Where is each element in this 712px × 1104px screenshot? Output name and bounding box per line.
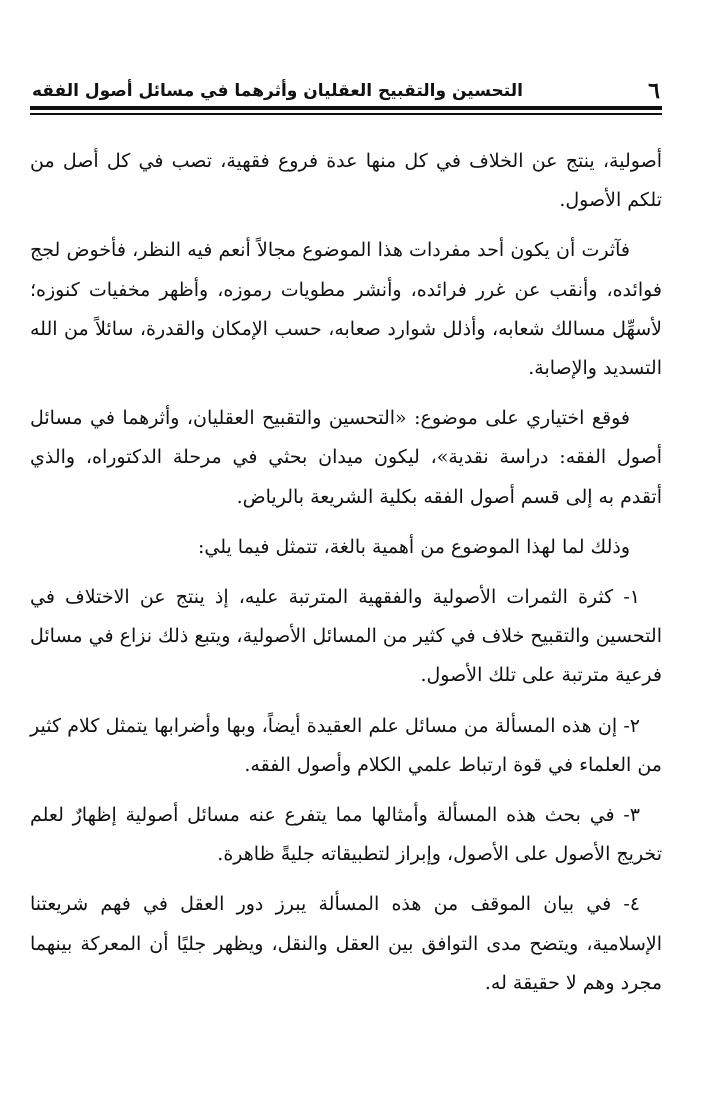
paragraph: وذلك لما لهذا الموضوع من أهمية بالغة، تتمثل فيما يلي: [197,535,630,558]
running-title: التحسين والتقبيح العقليان وأثرهما في مسائل أصول الفقه [32,81,523,101]
list-item: ١- كثرة الثمرات الأصولية والفقهية المترتبة عليه، إذ ينتج عن الاختلاف في التحسين والتقبيح خلاف في كثير من المسائل الأصولية، ويتبع ذلك نزاع في مسائل فرعية مترتبة على تلك الأصول. [30,586,662,687]
page-number: ٦ [648,78,660,104]
paragraph: فآثرت أن يكون أحد مفردات هذا الموضوع مجالاً أنعم فيه النظر، فأخوض لجج فوائده، وأنقب عن غرر فرائده، وأنشر مطويات رموزه، وأظهر مخفيات كنوزه؛ لأسهِّل مسالك شعابه، وأذلل شوارد صعابه، حسب الإمكان والقدرة، سائلاً من الله التسديد والإصابة. [30,239,662,380]
list-item: ٣- في بحث هذه المسألة وأمثالها مما يتفرع عنه مسائل أصولية إظهارٌ لعلم تخريج الأصول على الأصول، وإبراز لتطبيقاته جليةً ظاهرة. [30,804,662,866]
list-item: ٤- في بيان الموقف من هذه المسألة يبرز دور العقل في فهم شريعتنا الإسلامية، ويتضح مدى التوافق بين العقل والنقل، ويظهر جليًا أن المعركة بينهما مجرد وهم لا حقيقة له. [30,893,662,994]
page-body [30,142,662,1014]
paragraph: أصولية، ينتج عن الخلاف في كل منها عدة فروع فقهية، تصب في كل أصل من تلكم الأصول. [30,150,662,212]
list-item: ٢- إن هذه المسألة من مسائل علم العقيدة أيضاً، وبها وأضرابها يتمثل كلام كثير من العلماء في قوة ارتباط علمي الكلام وأصول الفقه. [30,714,662,776]
page-header [32,74,660,104]
header-rule-thin [30,113,662,115]
paragraph: فوقع اختياري على موضوع: «التحسين والتقبيح العقليان، وأثرهما في مسائل أصول الفقه: دراسة نقدية»، ليكون ميدان بحثي في مرحلة الدكتوراه، والذي أتقدم به إلى قسم أصول الفقه بكلية الشريعة بالرياض. [30,407,662,508]
header-rule-thick [30,106,662,110]
